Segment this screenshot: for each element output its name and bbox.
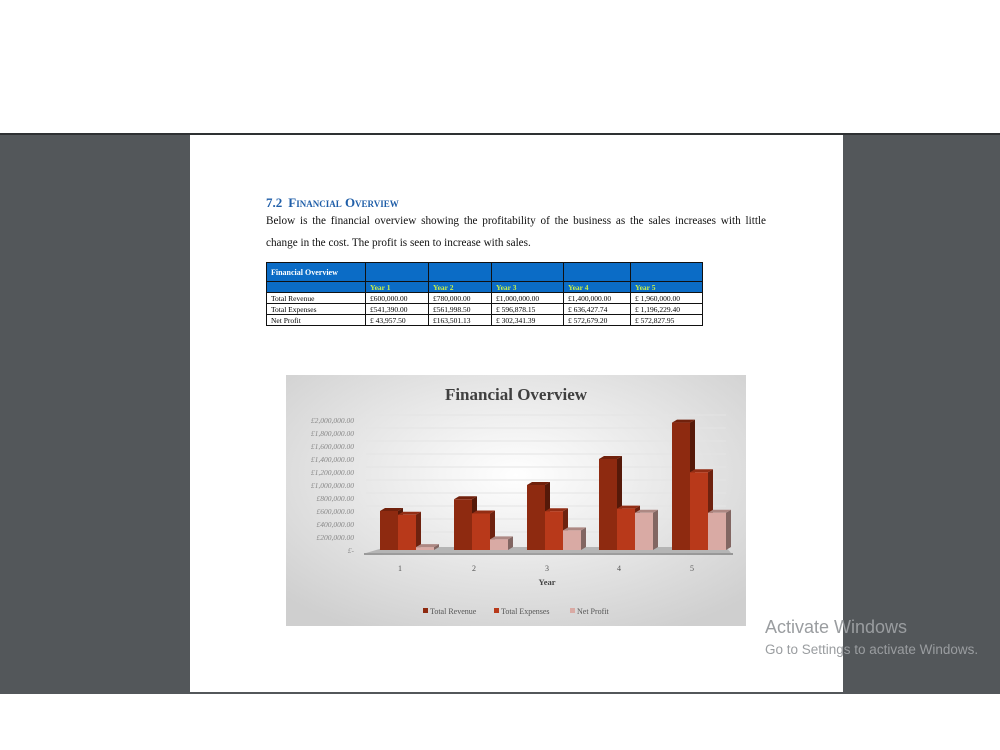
bar-side [653, 510, 658, 550]
table-cell: £1,000,000.00 [492, 293, 564, 304]
bar-net-profit [708, 513, 726, 550]
bar-side [581, 527, 586, 550]
table-cell: £ 43,957.50 [366, 315, 429, 326]
year-header: Year 1 [366, 282, 429, 293]
year-header: Year 4 [564, 282, 631, 293]
table-cell: £163,501.13 [429, 315, 492, 326]
y-tick-label: £200,000.00 [316, 533, 354, 542]
year-header: Year 2 [429, 282, 492, 293]
year-header: Year 3 [492, 282, 564, 293]
activate-windows-subtitle: Go to Settings to activate Windows. [765, 642, 979, 657]
legend-swatch [570, 608, 575, 613]
bar-net-profit [563, 530, 581, 550]
bar-total-revenue [672, 423, 690, 550]
year-header: Year 5 [631, 282, 703, 293]
row-label: Net Profit [267, 315, 366, 326]
bar-total-expenses [617, 509, 635, 550]
row-label: Total Revenue [267, 293, 366, 304]
y-tick-label: £2,000,000.00 [310, 416, 354, 425]
y-tick-label: £800,000.00 [316, 494, 354, 503]
section-heading: 7.2 Financial Overview [266, 195, 399, 210]
table-cell: £ 572,679.20 [564, 315, 631, 326]
y-tick-label: £600,000.00 [316, 507, 354, 516]
table-cell: £541,390.00 [366, 304, 429, 315]
table-cell: £1,400,000.00 [564, 293, 631, 304]
x-tick-label: 5 [690, 564, 694, 573]
bar-side [416, 512, 421, 550]
bar-total-revenue [380, 511, 398, 550]
x-tick-label: 2 [472, 564, 476, 573]
legend-swatch [423, 608, 428, 613]
activate-windows-title: Activate Windows [765, 617, 908, 637]
table-cell: £600,000.00 [366, 293, 429, 304]
bar-total-expenses [472, 513, 490, 550]
table-cell: £ 572,827.95 [631, 315, 703, 326]
x-tick-label: 1 [398, 564, 402, 573]
bar-net-profit [490, 539, 508, 550]
y-tick-label: £1,800,000.00 [310, 429, 354, 438]
bar-net-profit [416, 547, 434, 550]
legend-item: Net Profit [577, 607, 609, 616]
y-tick-label: £400,000.00 [316, 520, 354, 529]
bar-side [726, 510, 731, 550]
y-tick-label: £1,600,000.00 [310, 442, 354, 451]
financial-chart [286, 375, 746, 626]
table-row [267, 304, 703, 315]
x-tick-label: 3 [545, 564, 549, 573]
table-cell: £ 1,960,000.00 [631, 293, 703, 304]
table-cell: £ 636,427.74 [564, 304, 631, 315]
bar-total-expenses [690, 472, 708, 550]
y-tick-label: £1,200,000.00 [310, 468, 354, 477]
x-axis-label: Year [538, 577, 556, 587]
bar-total-revenue [527, 485, 545, 550]
table-cell: £ 596,878.15 [492, 304, 564, 315]
bar-net-profit [635, 513, 653, 550]
table-row [267, 293, 703, 304]
table-cell: £561,998.50 [429, 304, 492, 315]
document-page [190, 135, 843, 692]
bar-total-revenue [599, 459, 617, 550]
table-row [267, 315, 703, 326]
y-tick-label: £- [347, 546, 354, 555]
y-tick-label: £1,400,000.00 [310, 455, 354, 464]
legend-swatch [494, 608, 499, 613]
section-paragraph: Below is the financial overview showing the profitability of the business as the sales increases with little change in the cost. The profit is seen to increase with sales. [266, 215, 766, 249]
x-tick-label: 4 [617, 564, 621, 573]
table-cell: £ 1,196,229.40 [631, 304, 703, 315]
bar-total-expenses [398, 515, 416, 550]
table-cell: £ 302,341.39 [492, 315, 564, 326]
table-title: Financial Overview [267, 263, 366, 282]
table-cell: £780,000.00 [429, 293, 492, 304]
chart-title: Financial Overview [444, 385, 588, 404]
financial-table [266, 262, 703, 326]
legend-item: Total Expenses [501, 607, 550, 616]
row-label: Total Expenses [267, 304, 366, 315]
bar-total-expenses [545, 511, 563, 550]
legend-item: Total Revenue [430, 607, 477, 616]
bar-total-revenue [454, 499, 472, 550]
y-tick-label: £1,000,000.00 [310, 481, 354, 490]
